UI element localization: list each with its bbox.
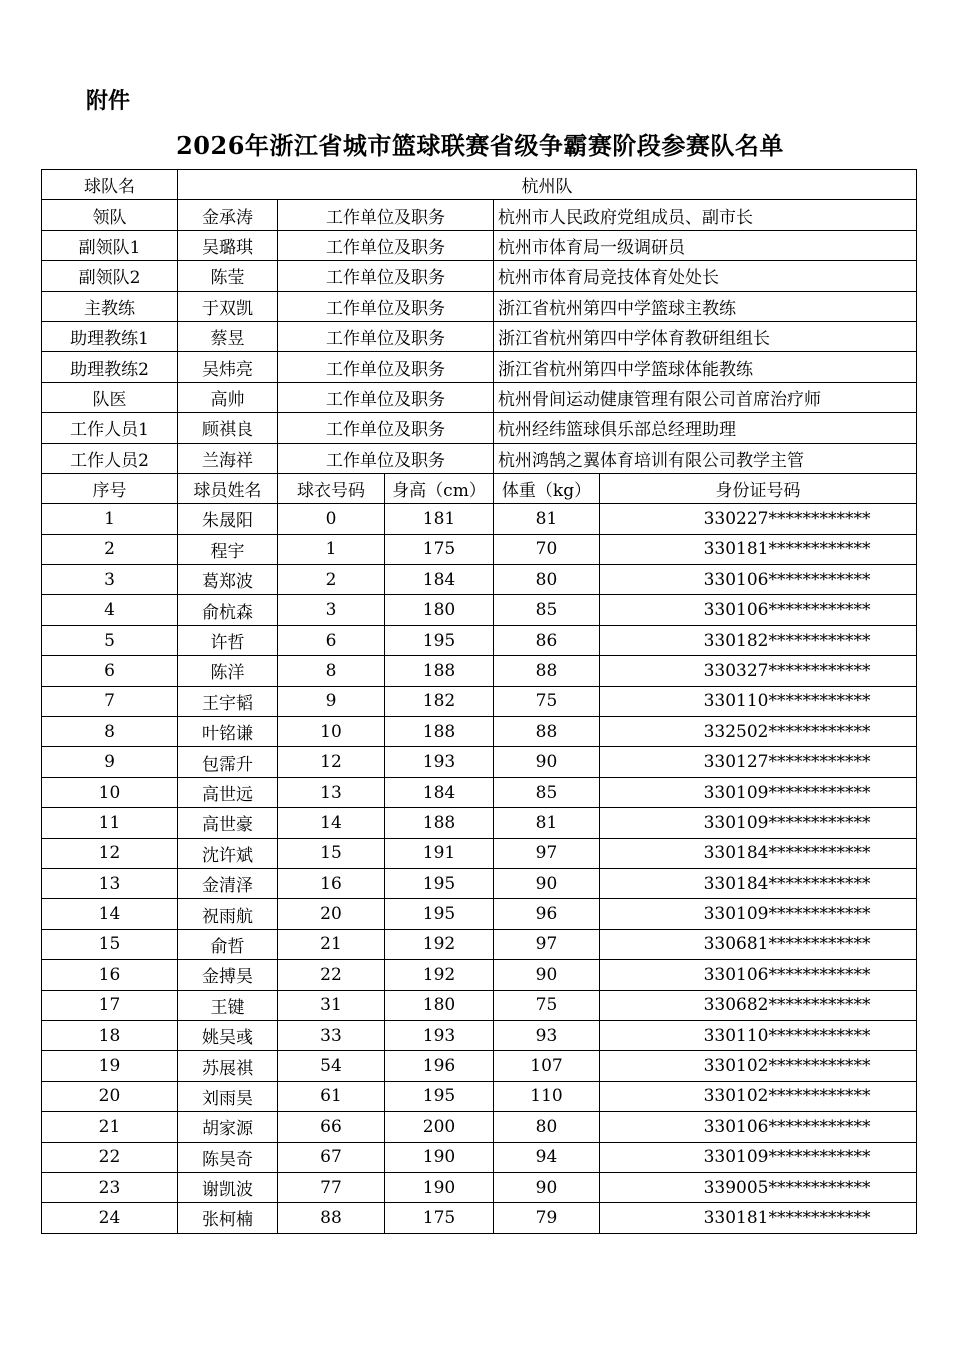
player-jersey: 33 [278,1020,385,1050]
player-no: 12 [42,838,178,868]
player-name: 葛郑波 [178,565,278,595]
player-id: 330181************ [600,1203,917,1233]
staff-position: 浙江省杭州第四中学篮球主教练 [494,291,917,321]
staff-role: 工作人员1 [42,413,178,443]
team-row [42,170,917,200]
player-weight: 96 [494,899,600,929]
player-name: 金搏昊 [178,960,278,990]
player-id: 330127************ [600,747,917,777]
player-height: 180 [385,990,494,1020]
player-weight: 79 [494,1203,600,1233]
staff-name: 吴璐琪 [178,230,278,260]
player-jersey: 54 [278,1051,385,1081]
player-name: 程宇 [178,534,278,564]
player-no: 15 [42,929,178,959]
staff-position: 杭州市体育局竞技体育处处长 [494,261,917,291]
player-row [42,1203,917,1233]
staff-row [42,382,917,412]
player-weight: 80 [494,1112,600,1142]
player-jersey: 21 [278,929,385,959]
player-id: 330227************ [600,504,917,534]
player-height: 175 [385,1203,494,1233]
player-height: 188 [385,656,494,686]
player-jersey: 6 [278,625,385,655]
player-height: 188 [385,717,494,747]
team-name: 杭州队 [178,170,917,200]
player-weight: 75 [494,990,600,1020]
player-weight: 86 [494,625,600,655]
player-id: 330109************ [600,777,917,807]
player-row [42,717,917,747]
roster-body [42,170,917,1234]
player-id: 330106************ [600,1112,917,1142]
player-name: 胡家源 [178,1112,278,1142]
staff-position: 杭州市人民政府党组成员、副市长 [494,200,917,230]
player-weight: 75 [494,686,600,716]
player-weight: 90 [494,1172,600,1202]
player-no: 22 [42,1142,178,1172]
staff-role: 工作人员2 [42,443,178,473]
player-row [42,990,917,1020]
document-title: 2026年浙江省城市篮球联赛省级争霸赛阶段参赛队名单 [176,131,784,160]
player-height: 190 [385,1142,494,1172]
player-height: 200 [385,1112,494,1142]
player-id: 330182************ [600,625,917,655]
staff-role: 主教练 [42,291,178,321]
player-jersey: 31 [278,990,385,1020]
staff-row [42,443,917,473]
player-id: 330106************ [600,565,917,595]
player-name: 王宇韬 [178,686,278,716]
player-name: 金清泽 [178,868,278,898]
player-row [42,565,917,595]
staff-name: 蔡昱 [178,321,278,351]
header-id: 身份证号码 [600,473,917,503]
player-jersey: 1 [278,534,385,564]
player-name: 高世远 [178,777,278,807]
player-weight: 90 [494,960,600,990]
staff-field-label: 工作单位及职务 [278,443,494,473]
staff-position: 杭州经纬篮球俱乐部总经理助理 [494,413,917,443]
player-jersey: 0 [278,504,385,534]
player-weight: 85 [494,777,600,807]
player-id: 330184************ [600,868,917,898]
player-row [42,686,917,716]
player-jersey: 14 [278,808,385,838]
player-row [42,808,917,838]
header-name: 球员姓名 [178,473,278,503]
player-no: 18 [42,1020,178,1050]
player-height: 191 [385,838,494,868]
header-height: 身高（cm） [385,473,494,503]
player-row [42,534,917,564]
player-weight: 85 [494,595,600,625]
header-jersey: 球衣号码 [278,473,385,503]
player-row [42,656,917,686]
player-height: 196 [385,1051,494,1081]
player-row [42,1081,917,1111]
player-no: 17 [42,990,178,1020]
attachment-label: 附件 [86,89,131,114]
player-row [42,1142,917,1172]
player-height: 184 [385,565,494,595]
player-no: 9 [42,747,178,777]
player-jersey: 67 [278,1142,385,1172]
player-height: 175 [385,534,494,564]
player-row [42,625,917,655]
player-id: 339005************ [600,1172,917,1202]
roster-table [41,169,917,1234]
player-height: 195 [385,899,494,929]
player-no: 8 [42,717,178,747]
player-weight: 90 [494,868,600,898]
staff-field-label: 工作单位及职务 [278,413,494,443]
player-jersey: 3 [278,595,385,625]
player-jersey: 15 [278,838,385,868]
player-id: 330102************ [600,1051,917,1081]
player-height: 192 [385,960,494,990]
staff-role: 助理教练1 [42,321,178,351]
player-jersey: 66 [278,1112,385,1142]
player-id: 330109************ [600,808,917,838]
player-no: 10 [42,777,178,807]
player-no: 11 [42,808,178,838]
player-name: 姚吴彧 [178,1020,278,1050]
player-weight: 110 [494,1081,600,1111]
player-no: 4 [42,595,178,625]
player-jersey: 12 [278,747,385,777]
player-row [42,1112,917,1142]
player-header-row [42,473,917,503]
player-height: 192 [385,929,494,959]
player-no: 2 [42,534,178,564]
player-no: 21 [42,1112,178,1142]
player-height: 195 [385,1081,494,1111]
player-row [42,777,917,807]
staff-role: 助理教练2 [42,352,178,382]
player-jersey: 10 [278,717,385,747]
player-id: 330109************ [600,1142,917,1172]
player-name: 张柯楠 [178,1203,278,1233]
player-jersey: 16 [278,868,385,898]
player-jersey: 13 [278,777,385,807]
staff-field-label: 工作单位及职务 [278,230,494,260]
player-jersey: 20 [278,899,385,929]
player-jersey: 61 [278,1081,385,1111]
player-row [42,1051,917,1081]
staff-name: 高帅 [178,382,278,412]
player-no: 3 [42,565,178,595]
player-id: 330110************ [600,1020,917,1050]
staff-row [42,352,917,382]
player-no: 6 [42,656,178,686]
staff-name: 兰海祥 [178,443,278,473]
player-row [42,747,917,777]
player-name: 叶铭谦 [178,717,278,747]
player-row [42,838,917,868]
staff-field-label: 工作单位及职务 [278,352,494,382]
staff-name: 吴炜亮 [178,352,278,382]
header-no: 序号 [42,473,178,503]
player-no: 23 [42,1172,178,1202]
player-weight: 97 [494,838,600,868]
player-weight: 90 [494,747,600,777]
player-id: 330106************ [600,595,917,625]
staff-row [42,413,917,443]
player-jersey: 77 [278,1172,385,1202]
player-no: 19 [42,1051,178,1081]
player-name: 俞哲 [178,929,278,959]
player-no: 5 [42,625,178,655]
player-weight: 94 [494,1142,600,1172]
player-height: 184 [385,777,494,807]
player-id: 330682************ [600,990,917,1020]
staff-row [42,291,917,321]
player-height: 181 [385,504,494,534]
player-name: 包霈升 [178,747,278,777]
player-weight: 81 [494,504,600,534]
player-no: 24 [42,1203,178,1233]
player-name: 陈昊奇 [178,1142,278,1172]
player-id: 330102************ [600,1081,917,1111]
player-row [42,1020,917,1050]
staff-role: 副领队1 [42,230,178,260]
staff-field-label: 工作单位及职务 [278,200,494,230]
staff-field-label: 工作单位及职务 [278,261,494,291]
player-row [42,899,917,929]
staff-role: 队医 [42,382,178,412]
staff-position: 杭州骨间运动健康管理有限公司首席治疗师 [494,382,917,412]
player-id: 332502************ [600,717,917,747]
staff-row [42,261,917,291]
staff-name: 陈莹 [178,261,278,291]
player-jersey: 9 [278,686,385,716]
player-name: 祝雨航 [178,899,278,929]
player-jersey: 88 [278,1203,385,1233]
player-no: 13 [42,868,178,898]
player-height: 188 [385,808,494,838]
player-no: 1 [42,504,178,534]
staff-field-label: 工作单位及职务 [278,321,494,351]
player-jersey: 22 [278,960,385,990]
staff-position: 杭州鸿鹄之翼体育培训有限公司教学主管 [494,443,917,473]
player-no: 20 [42,1081,178,1111]
staff-name: 金承涛 [178,200,278,230]
player-name: 许哲 [178,625,278,655]
player-row [42,868,917,898]
player-row [42,1172,917,1202]
player-name: 苏展祺 [178,1051,278,1081]
player-height: 195 [385,625,494,655]
player-row [42,929,917,959]
staff-position: 杭州市体育局一级调研员 [494,230,917,260]
staff-row [42,321,917,351]
header-weight: 体重（kg） [494,473,600,503]
staff-position: 浙江省杭州第四中学体育教研组组长 [494,321,917,351]
player-no: 7 [42,686,178,716]
player-id: 330681************ [600,929,917,959]
player-weight: 70 [494,534,600,564]
staff-position: 浙江省杭州第四中学篮球体能教练 [494,352,917,382]
player-id: 330109************ [600,899,917,929]
player-name: 刘雨昊 [178,1081,278,1111]
staff-name: 于双凯 [178,291,278,321]
player-row [42,960,917,990]
player-id: 330184************ [600,838,917,868]
player-id: 330110************ [600,686,917,716]
player-weight: 107 [494,1051,600,1081]
player-weight: 88 [494,656,600,686]
staff-field-label: 工作单位及职务 [278,382,494,412]
player-name: 俞杭森 [178,595,278,625]
staff-row [42,230,917,260]
player-height: 195 [385,868,494,898]
player-jersey: 8 [278,656,385,686]
player-name: 陈洋 [178,656,278,686]
staff-role: 领队 [42,200,178,230]
player-row [42,595,917,625]
staff-field-label: 工作单位及职务 [278,291,494,321]
player-id: 330327************ [600,656,917,686]
team-label: 球队名 [42,170,178,200]
player-no: 16 [42,960,178,990]
player-name: 王键 [178,990,278,1020]
player-weight: 93 [494,1020,600,1050]
player-weight: 80 [494,565,600,595]
player-height: 182 [385,686,494,716]
player-name: 高世豪 [178,808,278,838]
staff-name: 顾祺良 [178,413,278,443]
player-name: 朱晟阳 [178,504,278,534]
player-name: 沈许斌 [178,838,278,868]
player-id: 330106************ [600,960,917,990]
player-row [42,504,917,534]
player-id: 330181************ [600,534,917,564]
player-jersey: 2 [278,565,385,595]
player-height: 193 [385,1020,494,1050]
staff-row [42,200,917,230]
player-height: 180 [385,595,494,625]
player-height: 193 [385,747,494,777]
player-weight: 81 [494,808,600,838]
player-weight: 97 [494,929,600,959]
player-name: 谢凯波 [178,1172,278,1202]
staff-role: 副领队2 [42,261,178,291]
player-no: 14 [42,899,178,929]
player-weight: 88 [494,717,600,747]
player-height: 190 [385,1172,494,1202]
